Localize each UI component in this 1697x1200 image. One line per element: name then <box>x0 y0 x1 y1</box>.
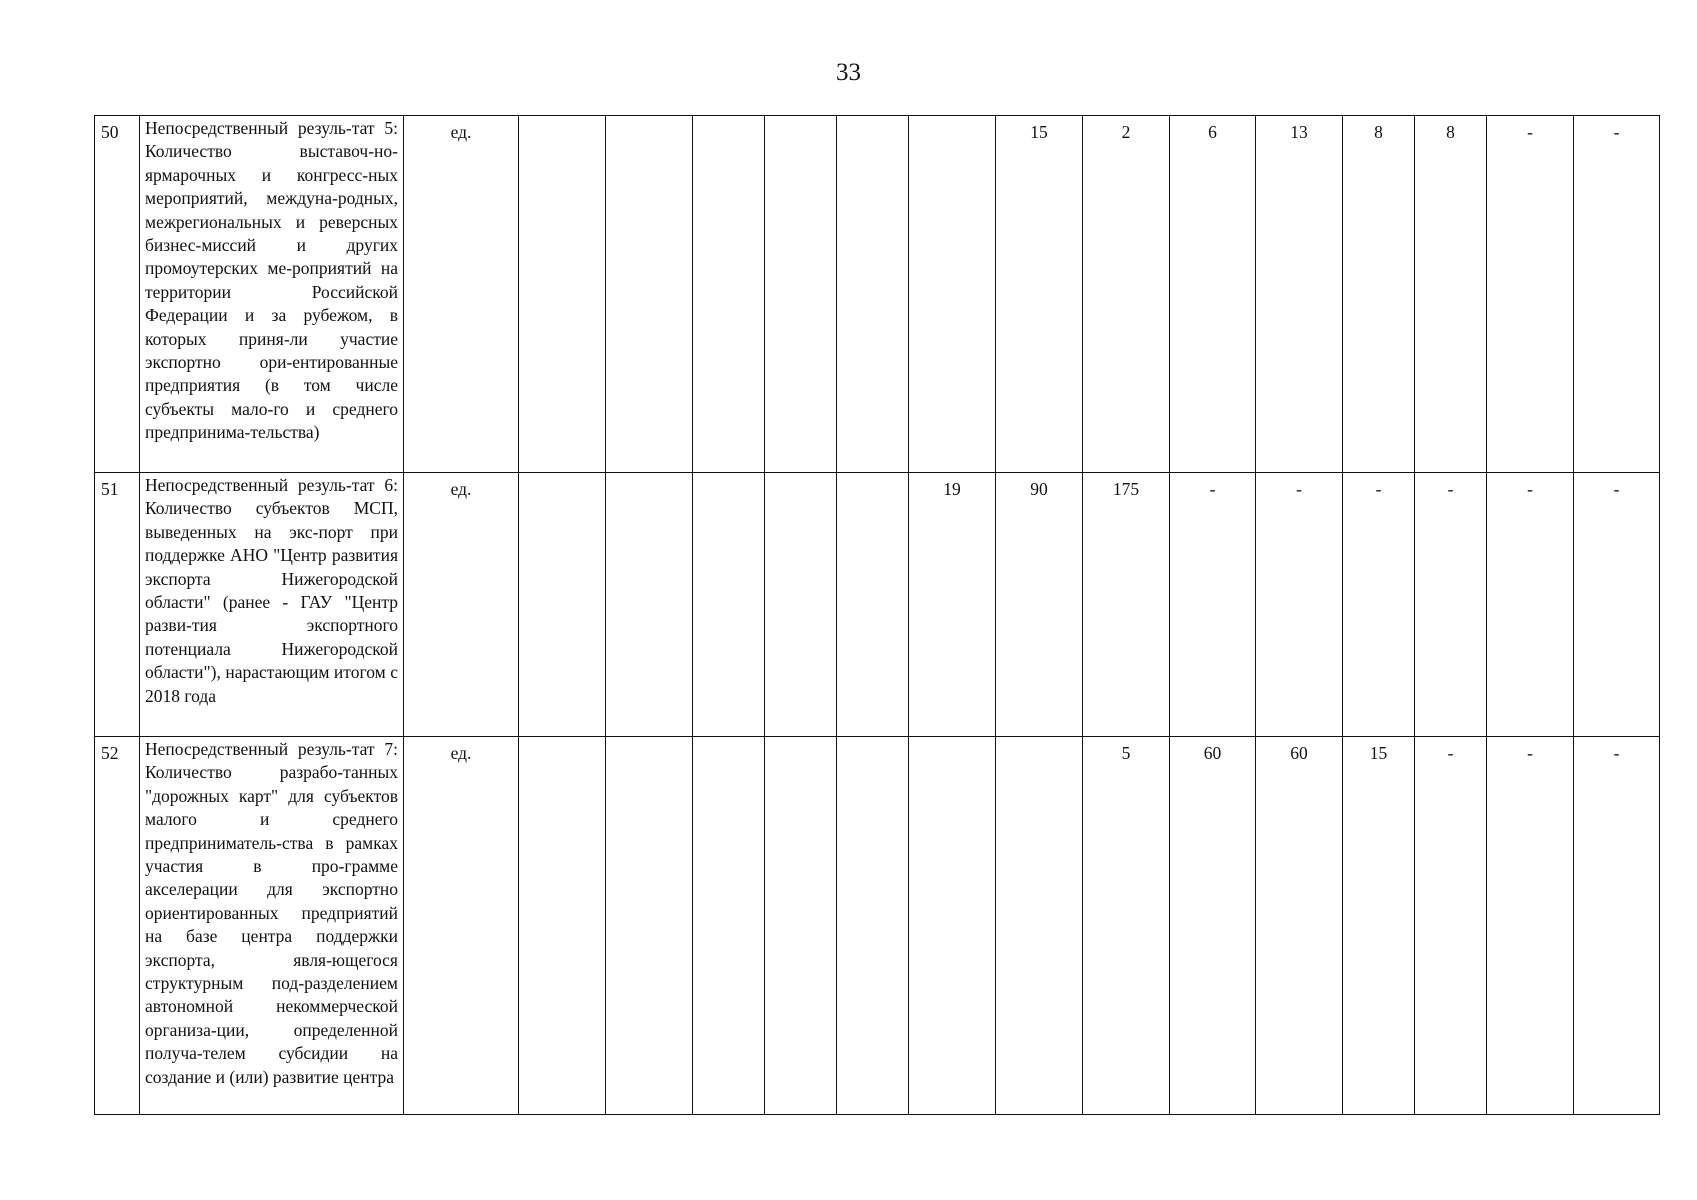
value-cell: 15 <box>1343 737 1415 1115</box>
value-cell <box>837 116 909 473</box>
indicator-description-text: Непосредственный резуль-тат 5: Количество выставоч-но-ярмарочных и конгресс-ных мероприятий, междуна-родных, межрегиональных и реверсных бизнес-миссий и других промоутерских ме-роприятий на территории Российской Федерации и за рубежом, в которых приня-ли участие экспортно ори-ентированные предприятия (в том числе субъекты мало-го и среднего предпринима-тельства) <box>145 118 398 443</box>
table-row <box>95 116 1660 473</box>
value-cell: - <box>1256 473 1343 737</box>
value-cell: - <box>1574 737 1660 1115</box>
value-cell: 6 <box>1170 116 1256 473</box>
indicator-description <box>140 473 404 737</box>
table-row <box>95 473 1660 737</box>
unit-of-measure: ед. <box>404 116 519 473</box>
value-cell: - <box>1415 473 1487 737</box>
indicator-description <box>140 737 404 1115</box>
unit-of-measure: ед. <box>404 737 519 1115</box>
value-cell: 13 <box>1256 116 1343 473</box>
page-number: 33 <box>836 59 861 86</box>
value-cell: 19 <box>909 473 996 737</box>
indicator-description-text: Непосредственный резуль-тат 6: Количество субъектов МСП, выведенных на экс-порт при поддержке АНО "Центр развития экспорта Нижегородской области" (ранее - ГАУ "Центр разви-тия экспортного потенциала Нижегородской области"), нарастающим итогом с 2018 года <box>145 475 398 706</box>
value-cell <box>837 473 909 737</box>
value-cell: - <box>1574 473 1660 737</box>
value-cell <box>837 737 909 1115</box>
value-cell <box>909 116 996 473</box>
value-cell: - <box>1487 737 1574 1115</box>
row-number: 50 <box>95 116 140 473</box>
value-cell <box>606 737 693 1115</box>
value-cell: 2 <box>1083 116 1170 473</box>
value-cell <box>606 473 693 737</box>
value-cell <box>519 737 606 1115</box>
value-cell: 8 <box>1415 116 1487 473</box>
value-cell <box>693 737 765 1115</box>
value-cell: 8 <box>1343 116 1415 473</box>
value-cell: 60 <box>1170 737 1256 1115</box>
value-cell: - <box>1170 473 1256 737</box>
value-cell: 175 <box>1083 473 1170 737</box>
value-cell <box>519 473 606 737</box>
value-cell <box>765 473 837 737</box>
value-cell <box>765 116 837 473</box>
value-cell <box>909 737 996 1115</box>
indicator-description-text: Непосредственный резуль-тат 7: Количество разрабо-танных "дорожных карт" для субъектов малого и среднего предприниматель-ства в рамках участия в про-грамме акселерации для экспортно ориентированных предприятий на базе центра поддержки экспорта, явля-ющегося структурным под-разделением автономной некоммерческой организа-ции, определенной получа-телем субсидии на создание и (или) развитие центра <box>145 739 398 1087</box>
value-cell: - <box>1487 116 1574 473</box>
value-cell <box>606 116 693 473</box>
unit-of-measure: ед. <box>404 473 519 737</box>
row-number: 52 <box>95 737 140 1115</box>
value-cell: - <box>1574 116 1660 473</box>
value-cell: - <box>1415 737 1487 1115</box>
indicators-table <box>94 115 1660 1115</box>
indicator-description <box>140 116 404 473</box>
value-cell: 5 <box>1083 737 1170 1115</box>
row-number: 51 <box>95 473 140 737</box>
value-cell: - <box>1487 473 1574 737</box>
value-cell: - <box>1343 473 1415 737</box>
value-cell: 90 <box>996 473 1083 737</box>
value-cell <box>693 473 765 737</box>
value-cell <box>519 116 606 473</box>
value-cell <box>996 737 1083 1115</box>
value-cell <box>693 116 765 473</box>
table-row <box>95 737 1660 1115</box>
value-cell <box>765 737 837 1115</box>
value-cell: 60 <box>1256 737 1343 1115</box>
value-cell: 15 <box>996 116 1083 473</box>
